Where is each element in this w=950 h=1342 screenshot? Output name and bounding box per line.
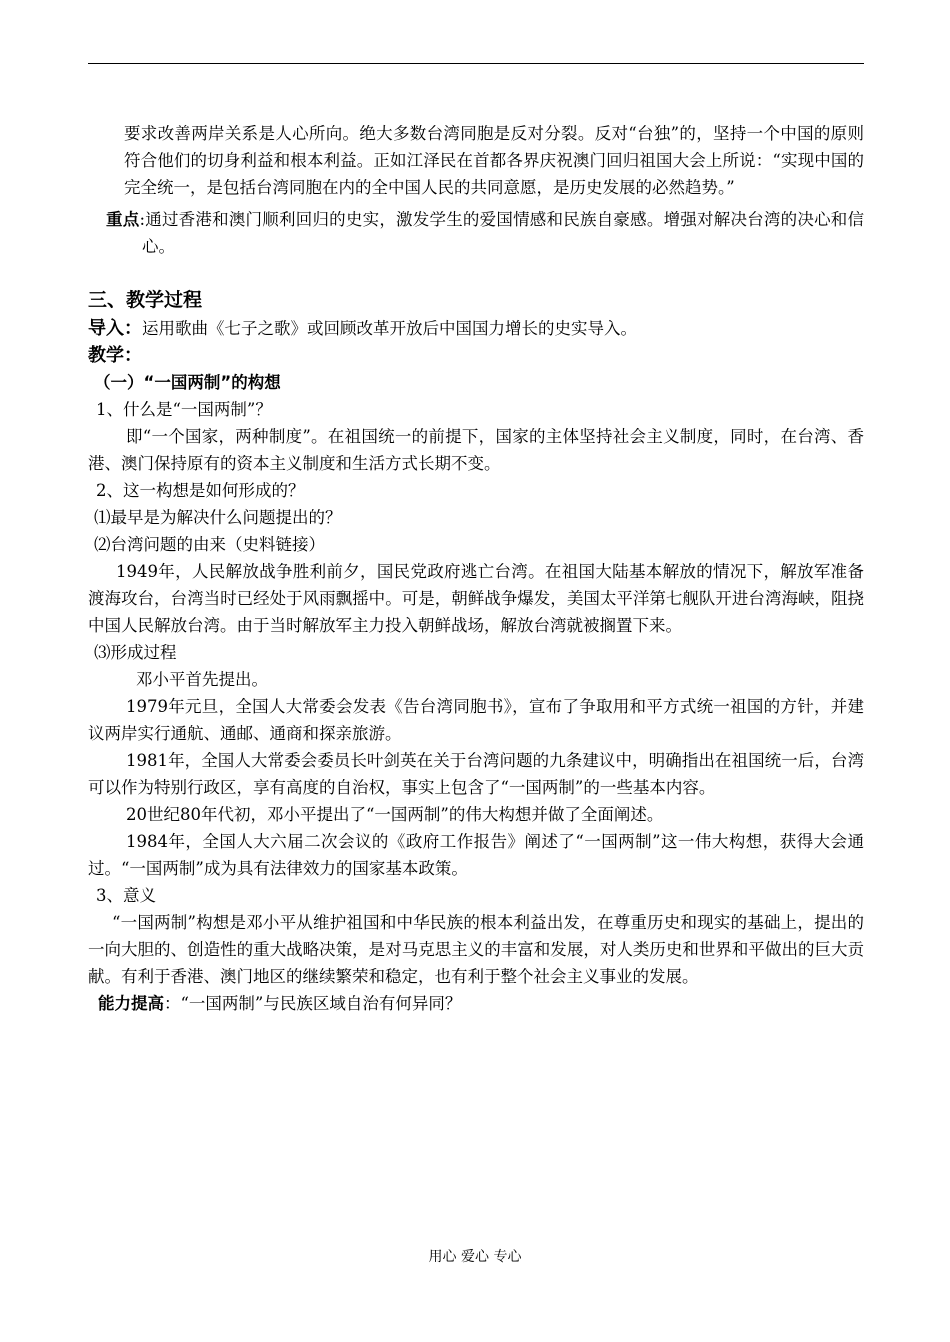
quote-paragraph: 要求改善两岸关系是人心所向。绝大多数台湾同胞是反对分裂。反对“台独”的，坚持一个中国的原则符合他们的切身利益和根本利益。正如江泽民在首都各界庆祝澳门回归祖国大会上所说：“实现中国的完全统一，是包括台湾同胞在内的全中国人民的共同意愿，是历史发展的必然趋势。”	[124, 124, 864, 197]
paragraph-1979: 1979年元旦，全国人大常委会发表《告台湾同胞书》，宣布了争取用和平方式统一祖国的方针，并建议两岸实行通航、通邮、通商和探亲旅游。	[88, 697, 864, 743]
question-2-2: ⑵台湾问题的由来（史料链接）	[94, 535, 325, 554]
significance-paragraph: “一国两制”构想是邓小平从维护祖国和中华民族的根本利益出发，在尊重历史和现实的基础上，提出的一向大胆的、创造性的重大战略决策，是对马克思主义的丰富和发展，对人类历史和世界和平做出的巨大贡献。有利于香港、澳门地区的继续繁荣和稳定，也有利于整个社会主义事业的发展。	[88, 913, 864, 986]
key-point-paragraph	[88, 206, 864, 260]
paragraph-1984: 1984年，全国人大六届二次会议的《政府工作报告》阐述了“一国两制”这一伟大构想，获得大会通过。“一国两制”成为具有法律效力的国家基本政策。	[88, 832, 864, 878]
question-2: 2、这一构想是如何形成的？	[96, 481, 305, 500]
subsection-heading: （一）“一国两制”的构想	[94, 373, 281, 392]
header-rule	[88, 63, 864, 64]
answer-1: 即“一个国家，两种制度”。在祖国统一的前提下，国家的主体坚持社会主义制度，同时，在台湾、香港、澳门保持原有的资本主义制度和生活方式长期不变。	[88, 427, 864, 473]
paragraph-1980s: 20世纪80年代初，邓小平提出了“一国两制”的伟大构想并做了全面阐述。	[126, 805, 664, 824]
intro-label: 导入：	[88, 318, 142, 339]
paragraph-1981: 1981年，全国人大常委会委员长叶剑英在关于台湾问题的九条建议中，明确指出在祖国统一后，台湾可以作为特别行政区，享有高度的自治权，事实上包含了“一国两制”的一些基本内容。	[88, 751, 864, 797]
question-1: 1、什么是“一国两制”？	[96, 400, 272, 419]
key-point-label: 重点	[106, 210, 140, 229]
intro-text: 运用歌曲《七子之歌》或回顾改革开放后中国国力增长的史实导入。	[142, 319, 637, 338]
ability-text: ：“一国两制”与民族区域自治有何异同？	[164, 994, 462, 1013]
document-body	[88, 120, 864, 1017]
section-heading: 三、教学过程	[88, 289, 203, 311]
page-footer: 用心 爱心 专心	[428, 1249, 522, 1265]
ability-paragraph	[88, 990, 864, 1017]
ability-label: 能力提高	[98, 994, 164, 1013]
deng-paragraph: 邓小平首先提出。	[136, 670, 268, 689]
teaching-label: 教学：	[88, 345, 142, 366]
question-3: 3、意义	[96, 886, 156, 905]
question-2-3: ⑶形成过程	[94, 643, 177, 662]
history-paragraph: 1949年，人民解放战争胜利前夕，国民党政府逃亡台湾。在祖国大陆基本解放的情况下，解放军准备渡海攻台，台湾当时已经处于风雨飘摇中。可是，朝鲜战争爆发，美国太平洋第七舰队开进台湾海峡，阻挠中国人民解放台湾。由于当时解放军主力投入朝鲜战场，解放台湾就被搁置下来。	[88, 562, 864, 635]
intro-paragraph	[88, 315, 864, 342]
question-2-1: ⑴最早是为解决什么问题提出的？	[94, 508, 342, 527]
key-point-text: :通过香港和澳门顺利回归的史实，激发学生的爱国情感和民族自豪感。增强对解决台湾的决心和信心。	[139, 210, 865, 256]
